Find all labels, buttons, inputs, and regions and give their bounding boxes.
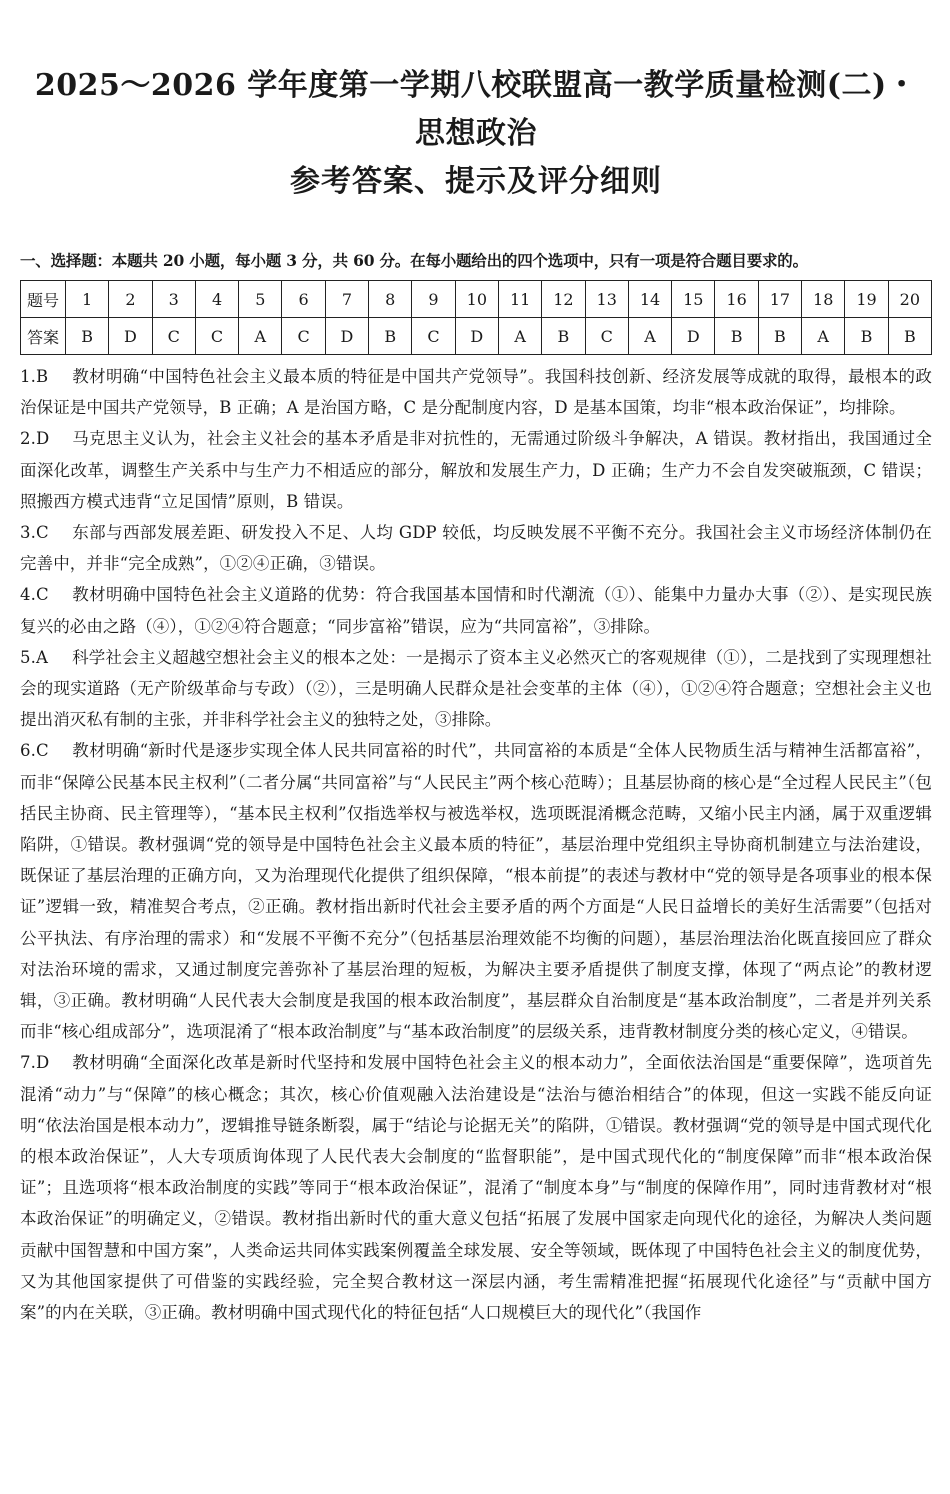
answer-table xyxy=(20,280,932,355)
explanation-number: 2.D xyxy=(20,429,50,449)
question-number-cell: 2 xyxy=(109,281,152,318)
explanation-text: 科学社会主义超越空想社会主义的根本之处：一是揭示了资本主义必然灭亡的客观规律（①），二是找到了实现理想社会的现实道路（无产阶级革命与专政）（②），三是明确人民群众是社会变革的主体（④），①②④符合题意；空想社会主义也提出消灭私有制的主张，并非科学社会主义的独特之处，③排除。 xyxy=(20,647,932,730)
question-number-cell: 1 xyxy=(66,281,109,318)
question-number-row xyxy=(21,281,932,318)
answer-cell: A xyxy=(802,318,845,355)
page-title: 2025～2026 学年度第一学期八校联盟高一教学质量检测(二)・思想政治 xyxy=(34,68,918,151)
answer-cell: B xyxy=(758,318,801,355)
answer-cell: C xyxy=(195,318,238,355)
explanation-number: 3.C xyxy=(20,523,49,543)
explanation-text: 东部与西部发展差距、研发投入不足、人均 GDP 较低，均反映发展不平衡不充分。我国社会主义市场经济体制仍在完善中，并非“完全成熟”，①②④正确，③错误。 xyxy=(20,523,932,574)
question-number-cell: 10 xyxy=(455,281,498,318)
explanation-item xyxy=(20,361,932,423)
answer-cell: B xyxy=(888,318,931,355)
explanation-number: 5.A xyxy=(20,647,48,667)
question-number-cell: 19 xyxy=(845,281,888,318)
answer-cell: D xyxy=(455,318,498,355)
answer-cell: C xyxy=(412,318,455,355)
answer-cell: A xyxy=(498,318,541,355)
question-number-cell: 3 xyxy=(152,281,195,318)
question-number-cell: 6 xyxy=(282,281,325,318)
explanation-text: 教材明确“中国特色社会主义最本质的特征是中国共产党领导”。我国科技创新、经济发展等成就的取得，最根本的政治保证是中国共产党领导，B 正确；A 是治国方略，C 是分配制度内容，D 是基本国策，均非“根本政治保证”，均排除。 xyxy=(20,367,932,418)
question-number-cell: 4 xyxy=(195,281,238,318)
answer-cell: B xyxy=(542,318,585,355)
answer-cell: D xyxy=(325,318,368,355)
explanation-number: 7.D xyxy=(20,1053,50,1073)
question-number-cell: 11 xyxy=(498,281,541,318)
question-number-cell: 8 xyxy=(369,281,412,318)
explanation-text: 教材明确“全面深化改革是新时代坚持和发展中国特色社会主义的根本动力”，全面依法治国是“重要保障”，选项首先混淆“动力”与“保障”的核心概念；其次，核心价值观融入法治建设是“法治与德治相结合”的体现，但这一实践不能反向证明“依法治国是根本动力”，逻辑推导链条断裂，属于“结论与论据无关”的陷阱，①错误。教材强调“党的领导是中国式现代化的根本政治保证”，人大专项质询体现了人民代表大会制度的“监督职能”，是中国式现代化的“制度保障”而非“根本政治保证”；且选项将“根本政治制度的实践”等同于“根本政治保证”，混淆了“制度本身”与“制度的保障作用”，同时违背教材对“根本政治保证”的明确定义，②错误。教材指出新时代的重大意义包括“拓展了发展中国家走向现代化的途径，为解决人类问题贡献中国智慧和中国方案”，人类命运共同体实践案例覆盖全球发展、安全等领域，既体现了中国特色社会主义的制度优势，又为其他国家提供了可借鉴的实践经验，完全契合教材这一深层内涵，考生需精准把握“拓展现代化途径”与“贡献中国方案”的内在关联，③正确。教材明确中国式现代化的特征包括“人口规模巨大的现代化”（我国作 xyxy=(20,1053,932,1323)
question-number-cell: 5 xyxy=(239,281,282,318)
answer-cell: C xyxy=(282,318,325,355)
explanation-text: 马克思主义认为，社会主义社会的基本矛盾是非对抗性的，无需通过阶级斗争解决，A 错误。教材指出，我国通过全面深化改革，调整生产关系中与生产力不相适应的部分，解放和发展生产力，D 正确；生产力不会自发突破瓶颈，C 错误；照搬西方模式违背“立足国情”原则，B 错误。 xyxy=(20,429,932,511)
explanation-item xyxy=(20,735,932,1047)
question-number-cell: 15 xyxy=(672,281,715,318)
answer-cell: D xyxy=(109,318,152,355)
answer-row xyxy=(21,318,932,355)
question-number-cell: 9 xyxy=(412,281,455,318)
explanation-text: 教材明确中国特色社会主义道路的优势：符合我国基本国情和时代潮流（①）、能集中力量办大事（②）、是实现民族复兴的必由之路（④），①②④符合题意；“同步富裕”错误，应为“共同富裕”，③排除。 xyxy=(20,585,932,636)
question-number-cell: 20 xyxy=(888,281,931,318)
answer-cell: B xyxy=(845,318,888,355)
explanation-item xyxy=(20,642,932,736)
question-number-cell: 14 xyxy=(628,281,671,318)
explanation-text: 教材明确“新时代是逐步实现全体人民共同富裕的时代”，共同富裕的本质是“全体人民物质生活与精神生活都富裕”，而非“保障公民基本民主权利”（二者分属“共同富裕”与“人民民主”两个核心范畴）；且基层协商的核心是“全过程人民民主”（包括民主协商、民主管理等），“基本民主权利”仅指选举权与被选举权，选项既混淆概念范畴，又缩小民主内涵，属于双重逻辑陷阱，①错误。教材强调“党的领导是中国特色社会主义最本质的特征”，基层治理中党组织主导协商机制建立与法治建设，既保证了基层治理的正确方向，又为治理现代化提供了组织保障，“根本前提”的表述与教材中“党的领导是各项事业的根本保证”逻辑一致，精准契合考点，②正确。教材指出新时代社会主要矛盾的两个方面是“人民日益增长的美好生活需要”（包括对公平执法、有序治理的需求）和“发展不平衡不充分”（包括基层治理效能不均衡的问题），基层治理法治化既直接回应了群众对法治环境的需求，又通过制度完善弥补了基层治理的短板，为解决主要矛盾提供了制度支撑，体现了“两点论”的教材逻辑，③正确。教材明确“人民代表大会制度是我国的根本政治制度”，基层群众自治制度是“基本政治制度”，二者是并列关系而非“核心组成部分”，选项混淆了“根本政治制度”与“基本政治制度”的层级关系，违背教材制度分类的核心定义，④错误。 xyxy=(20,741,932,1042)
explanation-number: 4.C xyxy=(20,585,49,605)
question-number-cell: 13 xyxy=(585,281,628,318)
answer-cell: C xyxy=(585,318,628,355)
answer-cell: D xyxy=(672,318,715,355)
question-number-cell: 7 xyxy=(325,281,368,318)
explanation-item xyxy=(20,579,932,641)
explanation-item xyxy=(20,1047,932,1328)
answer-cell: A xyxy=(628,318,671,355)
question-number-cell: 17 xyxy=(758,281,801,318)
answer-cell: C xyxy=(152,318,195,355)
answer-cell: A xyxy=(239,318,282,355)
explanations-list xyxy=(20,361,932,1328)
answer-cell: B xyxy=(66,318,109,355)
section-heading: 一、选择题：本题共 20 小题，每小题 3 分，共 60 分。在每小题给出的四个选项中，只有一项是符合题目要求的。 xyxy=(20,251,808,270)
answer-cell: B xyxy=(715,318,758,355)
answer-cell: B xyxy=(369,318,412,355)
explanation-number: 6.C xyxy=(20,741,49,761)
explanation-number: 1.B xyxy=(20,367,49,386)
row-label-answer: 答案 xyxy=(21,318,66,355)
explanation-item xyxy=(20,517,932,579)
explanation-item xyxy=(20,423,932,517)
question-number-cell: 12 xyxy=(542,281,585,318)
page-subtitle: 参考答案、提示及评分细则 xyxy=(290,164,662,199)
row-label-number: 题号 xyxy=(21,281,66,318)
question-number-cell: 16 xyxy=(715,281,758,318)
question-number-cell: 18 xyxy=(802,281,845,318)
